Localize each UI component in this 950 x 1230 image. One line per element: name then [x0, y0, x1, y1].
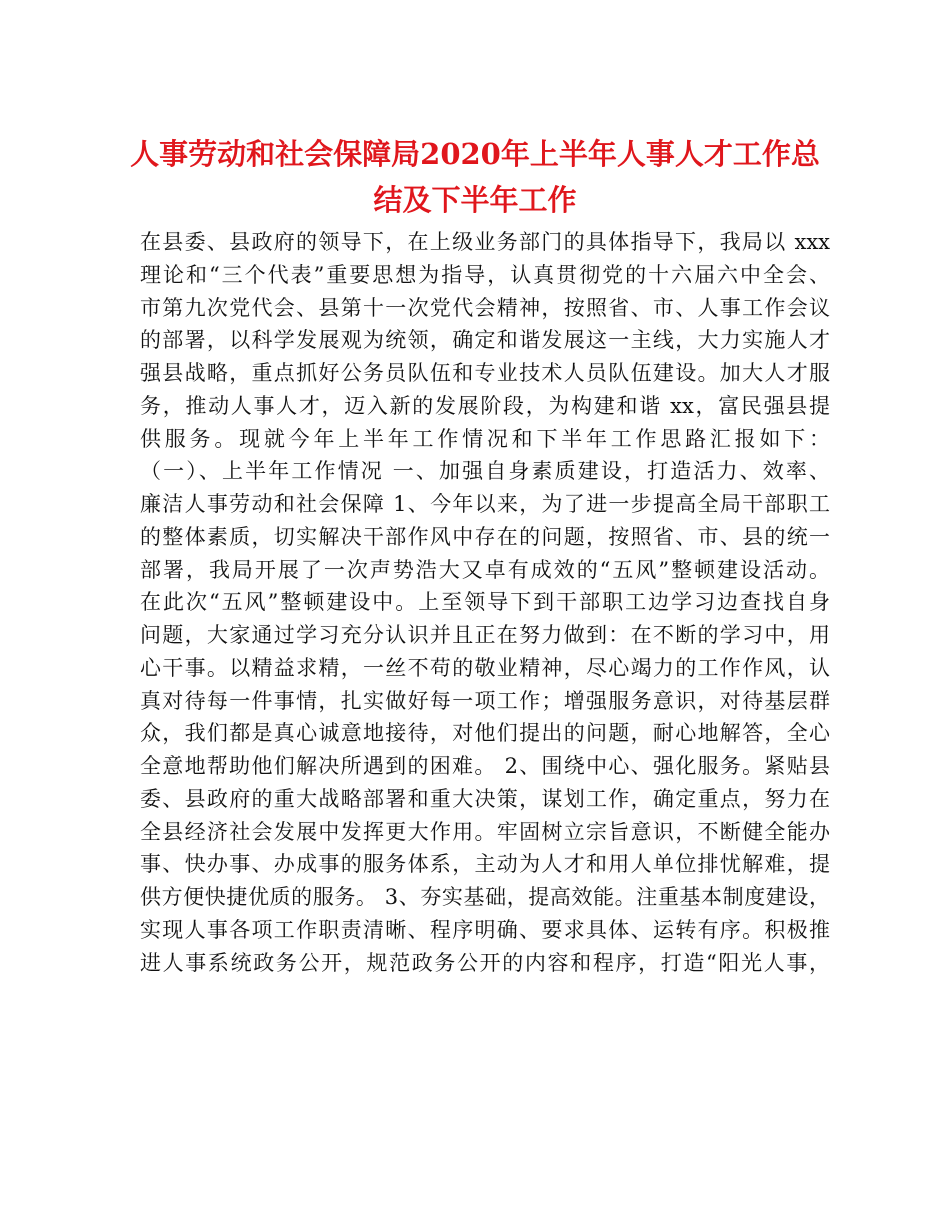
body-line: 问题，大家通过学习充分认识并且正在努力做到：在不断的学习中，用 [140, 623, 830, 647]
body-line: 理论和“三个代表”重要思想为指导，认真贯彻党的十六届六中全会、 [140, 262, 830, 287]
body-line: 在县委、县政府的领导下，在上级业务部门的具体指导下，我局以 xxx [140, 230, 830, 254]
body-line: 事、快办事、办成事的服务体系，主动为人才和用人单位排忧解难，提 [140, 852, 830, 877]
document-title-line-1: 人事劳动和社会保障局2020年上半年人事人才工作总 [130, 137, 820, 171]
body-line: 廉洁人事劳动和社会保障 1、今年以来，为了进一步提高全局干部职工 [140, 492, 830, 516]
body-line: 务，推动人事人才，迈入新的发展阶段，为构建和谐 xx，富民强县提 [140, 393, 830, 418]
body-line: 在此次“五风”整顿建设中。上至领导下到干部职工边学习边查找自身 [140, 590, 830, 615]
body-line: 的整体素质，切实解决干部作风中存在的问题，按照省、市、县的统一 [140, 524, 830, 549]
body-line: （一）、上半年工作情况 一、加强自身素质建设，打造活力、效率、 [140, 459, 830, 484]
body-line: 全县经济社会发展中发挥更大作用。牢固树立宗旨意识，不断健全能办 [140, 819, 830, 844]
body-line: 众，我们都是真心诚意地接待，对他们提出的问题，耐心地解答，全心 [140, 721, 830, 746]
body-line: 全意地帮助他们解决所遇到的困难。 2、围绕中心、强化服务。紧贴县 [140, 754, 830, 778]
body-line: 实现人事各项工作职责清晰、程序明确、要求具体、运转有序。积极推 [140, 917, 830, 942]
body-line: 供服务。现就今年上半年工作情况和下半年工作思路汇报如下： [140, 426, 830, 451]
document-title-line-2: 结及下半年工作 [373, 183, 577, 217]
body-line: 真对待每一件事情，扎实做好每一项工作；增强服务意识，对待基层群 [140, 688, 830, 713]
body-line: 供方便快捷优质的服务。 3、夯实基础，提高效能。注重基本制度建设， [140, 885, 830, 909]
body-line: 市第九次党代会、县第十一次党代会精神，按照省、市、人事工作会议 [140, 295, 830, 320]
body-line: 部署，我局开展了一次声势浩大又卓有成效的“五风”整顿建设活动。 [140, 557, 830, 582]
document-body [140, 226, 830, 979]
body-line: 心干事。以精益求精，一丝不苟的敬业精神，尽心竭力的工作作风，认 [140, 655, 830, 680]
body-line: 进人事系统政务公开，规范政务公开的内容和程序，打造“阳光人事， [140, 950, 830, 975]
body-line: 强县战略，重点抓好公务员队伍和专业技术人员队伍建设。加大人才服 [140, 361, 830, 385]
body-line: 的部署，以科学发展观为统领，确定和谐发展这一主线，大力实施人才 [140, 328, 830, 353]
body-line: 委、县政府的重大战略部署和重大决策，谋划工作，确定重点，努力在 [140, 786, 830, 811]
